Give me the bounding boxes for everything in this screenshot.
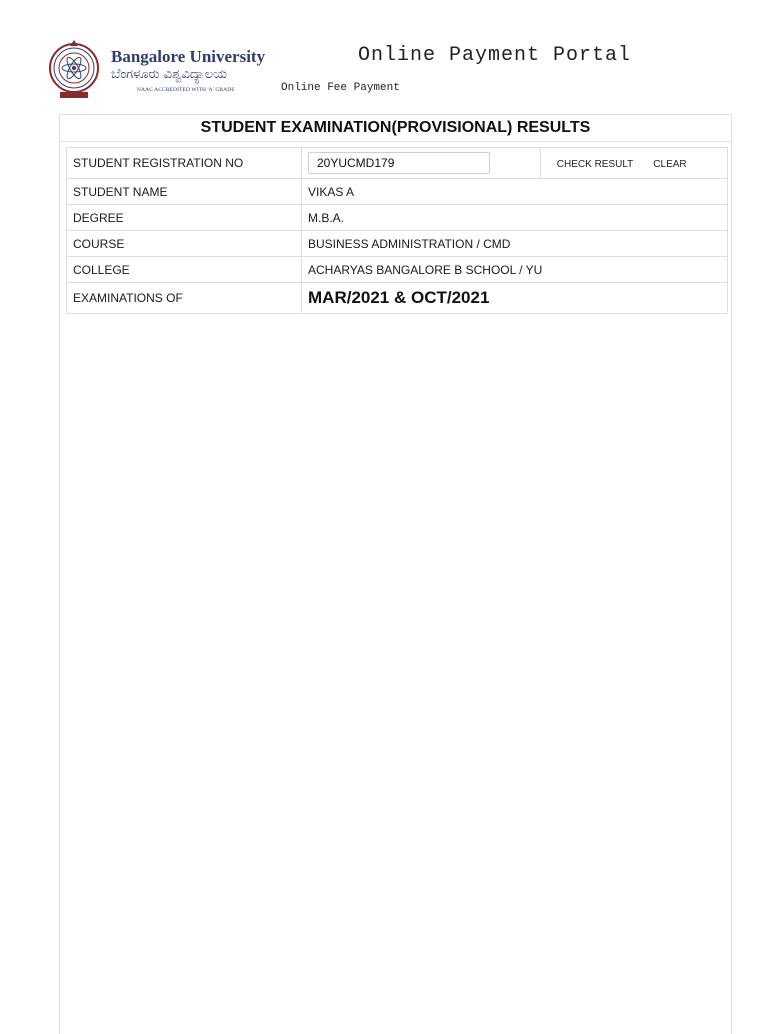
course-label: COURSE: [67, 231, 302, 257]
registration-label: STUDENT REGISTRATION NO: [67, 148, 302, 179]
registration-number-input[interactable]: [308, 152, 490, 174]
table-row: [67, 205, 728, 231]
clear-button[interactable]: CLEAR: [653, 159, 687, 170]
table-row: [67, 283, 728, 314]
course-value: BUSINESS ADMINISTRATION / CMD: [302, 231, 728, 257]
degree-label: DEGREE: [67, 205, 302, 231]
college-label: COLLEGE: [67, 257, 302, 283]
university-emblem-icon: [46, 38, 102, 102]
portal-title: Online Payment Portal: [358, 44, 632, 67]
check-result-button[interactable]: CHECK RESULT: [556, 159, 634, 170]
action-buttons-cell: [540, 148, 727, 179]
registration-input-cell: [302, 148, 541, 179]
table-row: [67, 148, 728, 179]
portal-subtitle: Online Fee Payment: [281, 82, 400, 94]
degree-value: M.B.A.: [302, 205, 728, 231]
examinations-label: EXAMINATIONS OF: [67, 283, 302, 314]
university-name: Bangalore University: [111, 47, 266, 66]
table-row: [67, 257, 728, 283]
student-name-value: VIKAS A: [302, 179, 728, 205]
naac-accreditation-text: NAAC ACCREDITED WITH 'A' GRADE: [137, 87, 235, 93]
results-panel: [59, 114, 732, 1034]
table-row: [67, 179, 728, 205]
page-header: [0, 0, 768, 110]
examinations-value: MAR/2021 & OCT/2021: [302, 283, 728, 314]
student-name-label: STUDENT NAME: [67, 179, 302, 205]
table-row: [67, 231, 728, 257]
results-table: [66, 147, 728, 314]
college-value: ACHARYAS BANGALORE B SCHOOL / YU: [302, 257, 728, 283]
results-title: STUDENT EXAMINATION(PROVISIONAL) RESULTS: [60, 115, 731, 142]
university-name-kannada: ಬೆಂಗಳೂರು ವಿಶ್ವವಿದ್ಯಾಲಯ: [111, 67, 228, 82]
